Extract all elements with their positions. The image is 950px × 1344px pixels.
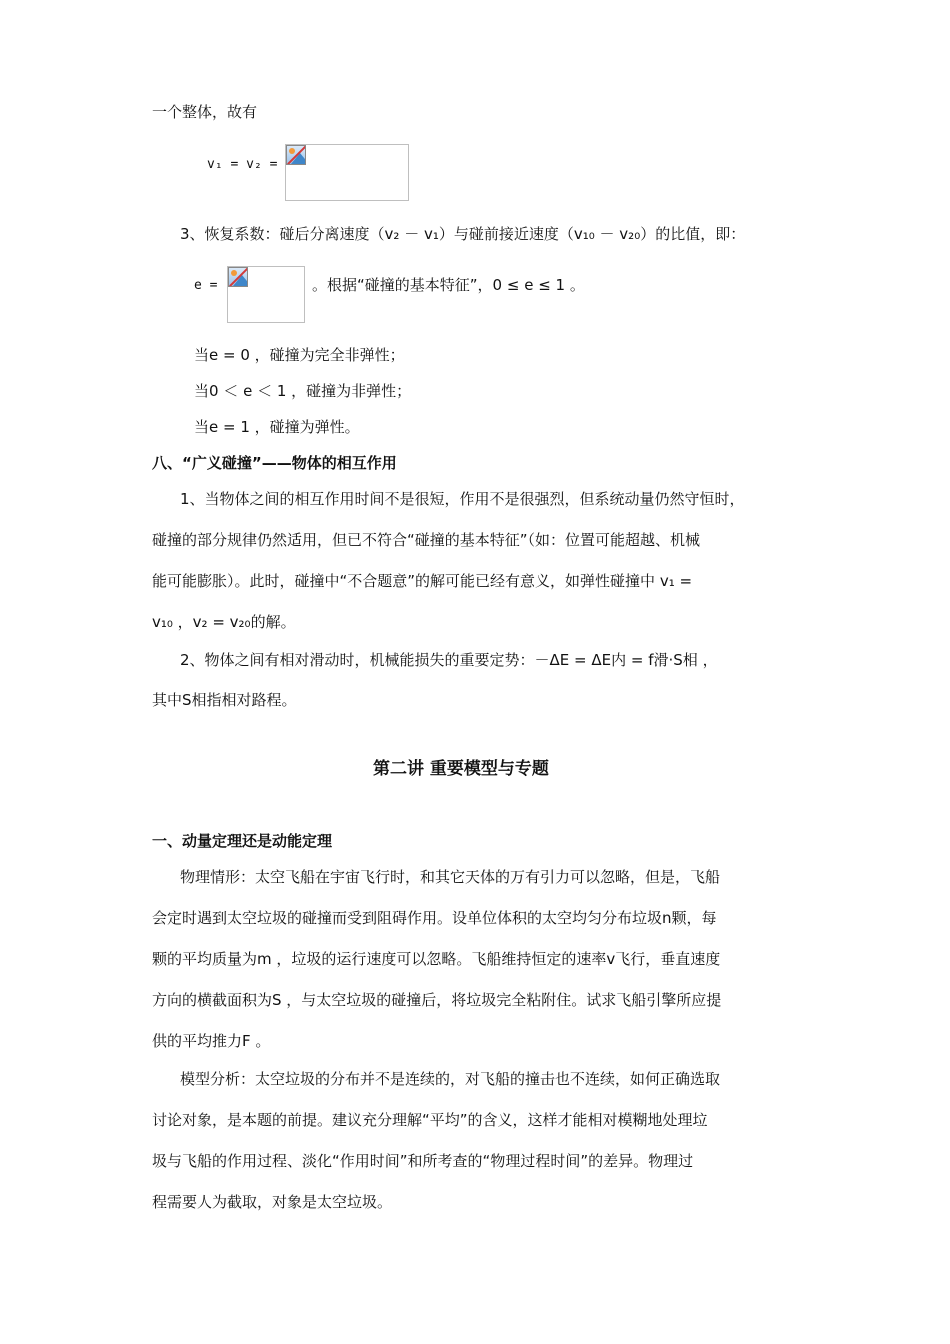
- equation-e-right: 。根据“碰撞的基本特征”，0 ≤ e ≤ 1 。: [312, 276, 585, 294]
- equation-image-placeholder-e: [227, 266, 305, 323]
- sec8-p2-line2: 其中S相指相对路程。: [152, 691, 297, 709]
- section-1-title: 一、动量定理还是动能定理: [152, 832, 333, 850]
- model-line4: 程需要人为截取，对象是太空垃圾。: [152, 1193, 393, 1211]
- broken-image-icon: [286, 145, 306, 165]
- physics-line1: 物理情形：太空飞船在宇宙飞行时，和其它天体的万有引力可以忽略，但是，飞船: [180, 868, 721, 886]
- case-partial: 当0 ＜ e ＜ 1 ，碰撞为非弹性；: [194, 382, 412, 400]
- model-line3: 圾与飞船的作用过程、淡化“作用时间”和所考查的“物理过程时间”的差异。物理过: [152, 1152, 694, 1170]
- equation-e-left: e =: [194, 278, 218, 293]
- equation-v1-v2: v₁ = v₂ =: [207, 157, 278, 172]
- model-line1: 模型分析：太空垃圾的分布并不是连续的，对飞船的撞击也不连续，如何正确选取: [180, 1070, 721, 1088]
- broken-image-icon: [228, 267, 248, 287]
- sec8-p1-line3: 能可能膨胀）。此时，碰撞中“不合题意”的解可能已经有意义，如弹性碰撞中 v₁ =: [152, 572, 693, 590]
- section-8-title: 八、“广义碰撞”——物体的相互作用: [152, 454, 397, 472]
- case-inelastic: 当e = 0 ，碰撞为完全非弹性；: [194, 346, 405, 364]
- physics-line2: 会定时遇到太空垃圾的碰撞而受到阻碍作用。设单位体积的太空均匀分布垃圾n颗，每: [152, 909, 717, 927]
- sec8-p2-line1: 2、物体之间有相对滑动时，机械能损失的重要定势：－ΔE = ΔE内 = f滑·S相 ，: [180, 651, 718, 669]
- physics-line5: 供的平均推力F 。: [152, 1032, 271, 1050]
- item-3-restitution: 3、恢复系数：碰后分离速度（v₂ － v₁）与碰前接近速度（v₁₀ － v₂₀）的比值，即：: [180, 225, 746, 243]
- model-line2: 讨论对象，是本题的前提。建议充分理解“平均”的含义，这样才能相对模糊地处理垃: [152, 1111, 708, 1129]
- physics-line3: 颗的平均质量为m ，垃圾的运行速度可以忽略。飞船维持恒定的速率v飞行，垂直速度: [152, 950, 721, 968]
- paragraph-tail: 一个整体，故有: [152, 103, 258, 121]
- sec8-p1-line2: 碰撞的部分规律仍然适用，但已不符合“碰撞的基本特征”（如：位置可能超越、机械: [152, 531, 701, 549]
- sec8-p1-line4: v₁₀ ，v₂ = v₂₀的解。: [152, 613, 296, 631]
- case-elastic: 当e = 1 ，碰撞为弹性。: [194, 418, 360, 436]
- equation-image-placeholder: [285, 144, 409, 201]
- sec8-p1-line1: 1、当物体之间的相互作用时间不是很短，作用不是很强烈，但系统动量仍然守恒时，: [180, 490, 745, 508]
- lecture-title: 第二讲 重要模型与专题: [373, 759, 549, 779]
- physics-line4: 方向的横截面积为S ，与太空垃圾的碰撞后，将垃圾完全粘附住。试求飞船引擎所应提: [152, 991, 722, 1009]
